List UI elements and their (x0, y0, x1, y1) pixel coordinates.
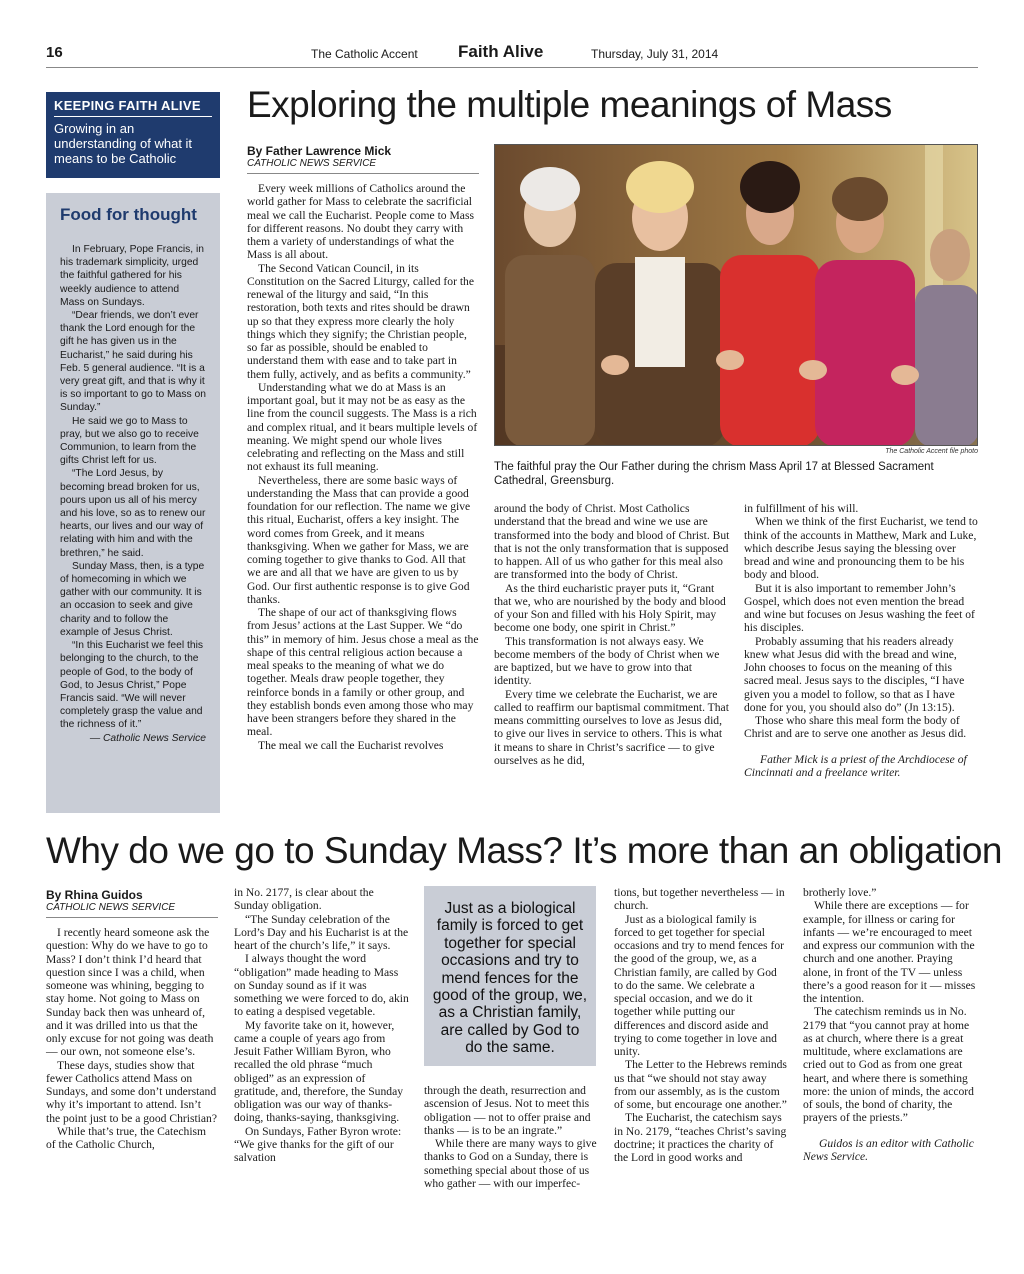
photo-credit: The Catholic Accent file photo (885, 448, 978, 455)
food-paragraph: In February, Pope Francis, in his trademark simplicity, urged the faithful gathered for his weekly audience to attend Mass on Sundays. (60, 244, 205, 308)
paragraph: On Sundays, Father Byron wrote: “We give thanks for the gift of our salvation (234, 1124, 402, 1164)
article1-byline (247, 144, 479, 174)
paragraph: through the death, resurrection and ascension of Jesus. Not to meet this obligation — not to offer praise and thanks — is to be an ingrate.” (424, 1084, 591, 1137)
keeping-faith-alive-box (46, 92, 220, 178)
byline-org: CATHOLIC NEWS SERVICE (247, 158, 377, 169)
paragraph: tions, but together nevertheless — in church. (614, 886, 785, 913)
food-for-thought-box (46, 193, 220, 813)
paragraph: Just as a biological family is forced to get together for special occasions and try to mend fences for the good of the group, we, as a Christian family, are called by God to do the same. We celebrate a special occasion, and we do it together while putting our differences and discord aside and trying to come together in love and unity. (614, 912, 784, 1058)
food-paragraph: “Dear friends, we don’t ever thank the Lord enough for the gift he has given us in the Eucharist,” he said during his Feb. 5 general audience. “It is a very great gift, and that is why it is so important to go to Mass on Sunday.” (60, 310, 206, 414)
paragraph: around the body of Christ. Most Catholics understand that the bread and wine we use are transformed into the body and blood of Christ. But that is not the only transformation that is supposed to happen. All of us who gather for this meal also are transformed into the body of Christ. (494, 502, 730, 582)
byline-name: By Rhina Guidos (46, 888, 143, 902)
paragraph: Every time we celebrate the Eucharist, we are called to reaffirm our baptismal commitment. That means committing ourselves to love as Jesus did, to give our lives in service to others. This is what it means to share in Christ’s sacrifice — to give ourselves as he did, (494, 687, 729, 767)
paragraph: The catechism reminds us in No. 2179 that “you cannot pray at home as at church, where there is a great multitude, where exclamations are cried out to God as from one great heart, and where there is something more: the union of minds, the accord of souls, the bond of charity, the prayers of the priests.” (803, 1005, 974, 1125)
pull-quote: Just as a biological family is forced to get together for special occasions and try to mend fences for the good of the group, we, as a Christian family, are called by God to do the same. (424, 886, 596, 1066)
article1-headline: Exploring the multiple meanings of Mass (247, 84, 892, 125)
paragraph: Nevertheless, there are some basic ways of understanding the Mass that can provide a good foundation for our reflection. The name we give this ritual, Eucharist, offers a key insight. The word comes from Greek, and it means thanksgiving. When we gather for Mass, we are coming together to give thanks to God. All that we are and all that we have are given to us by God. Our first authentic response is to give God thanks. (247, 473, 471, 606)
paragraph: in fulfillment of his will. (744, 502, 859, 515)
food-paragraph: He said we go to Mass to pray, but we also go to receive Communion, to learn from the gifts Christ left for us. (60, 415, 199, 467)
article1-column-1 (247, 182, 479, 752)
paragraph: This transformation is not always easy. We become members of the body of Christ when we are baptized, but we have to grow into that identity. (494, 634, 720, 688)
paragraph: Understanding what we do at Mass is an important goal, but it may not be as easy as the line from the council suggests. The Mass is a rich and complex ritual, and it bears multiple levels of meaning. We might spend our whole lives celebrating and reflecting on the Mass and still not exhaust its full meaning. (247, 380, 478, 474)
paragraph: While there are many ways to give thanks to God on a Sunday, there is something special about those of us who gather — with our imperfec- (424, 1137, 597, 1190)
article2-column-1 (46, 926, 218, 1151)
food-paragraph: “The Lord Jesus, by becoming bread broken for us, pours upon us all of his mercy and his love, so as to renew our hearts, our lives and our way of relating with him and with the brethren,” he said. (60, 468, 206, 559)
issue-date: Thursday, July 31, 2014 (591, 47, 719, 61)
paragraph: in No. 2177, is clear about the Sunday obligation. (234, 886, 374, 913)
article2-column-2 (234, 886, 410, 1164)
paragraph: I recently heard someone ask the question: Why do we have to go to Mass? I don’t think I’d heard that question since I was a child, when someone was whining, begging to stay home. Not going to Mass on Sunday back then was unheard of, and it was drilled into us that the only excuse for not going was death — our own, not someone else’s. (46, 926, 214, 1059)
paragraph: But it is also important to remember John’s Gospel, which does not even mention the bread and wine but focuses on Jesus washing the feet of his disciples. (744, 581, 975, 635)
paragraph: While that’s true, the Catechism of the Catholic Church, (46, 1124, 207, 1151)
paragraph: The Eucharist, the catechism says in No. 2179, “teaches Christ’s saving doctrine; it practices the charity of the Lord in good works and (614, 1111, 787, 1164)
paragraph: My favorite take on it, however, came a couple of years ago from Jesuit Father William Byron, who recalled the old phrase “much obliged” as an expression of gratitude, and, therefore, the Sunday obligation was our way of thanks-doing, thanks-saying, thanksgiving. (234, 1018, 404, 1125)
paragraph: The shape of our act of thanksgiving flows from Jesus’ actions at the Last Supper. We “do this” in memory of him. Jesus chose a meal as the shape of this central religious action because a meal speaks to the meaning of what we do together. Meals draw people together, they reinforce bonds in a family or other group, and they establish bonds even among those who may have been strangers before they shared in the meal. (247, 606, 479, 739)
food-credit: — Catholic News Service (89, 732, 206, 744)
article1-column-3 (744, 502, 978, 779)
article2-column-4 (614, 886, 788, 1164)
article2-byline (46, 888, 218, 918)
photo-illustration (495, 145, 978, 446)
publication-name: The Catholic Accent (311, 47, 418, 61)
paragraph: The Second Vatican Council, in its Constitution on the Sacred Liturgy, called for the renewal of the liturgy and said, “In this restoration, both texts and rites should be drawn up so that they express more clearly the holy things which they signify; the Christian people, so far as possible, should be enabled to understand them with ease and to take part in them fully, actively, and as befits a community.” (247, 261, 474, 381)
byline-org: CATHOLIC NEWS SERVICE (46, 902, 176, 913)
author-note: Father Mick is a priest of the Archdiocese of Cincinnati and a freelance writer. (744, 752, 967, 779)
kfa-title: KEEPING FAITH ALIVE (54, 98, 212, 117)
article1-column-2 (494, 502, 730, 767)
article2-column-5 (803, 886, 978, 1163)
paragraph: “The Sunday celebration of the Lord’s Day and his Eucharist is at the heart of the church’s life,” it says. (234, 912, 409, 952)
paragraph: Every week millions of Catholics around the world gather for Mass to celebrate the sacrificial meal we call the Eucharist. People come to Mass for different reasons. No doubt they carry with them a variety of understandings of what the Mass is all about. (247, 182, 474, 262)
page-header (46, 40, 978, 68)
photo-caption: The faithful pray the Our Father during the chrism Mass April 17 at Blessed Sacrament Cathedral, Greensburg. (494, 461, 934, 487)
article2-column-3 (424, 1084, 598, 1190)
author-note: Guidos is an editor with Catholic News Service. (803, 1136, 974, 1163)
paragraph: While there are exceptions — for example, for illness or caring for infants — we’re encouraged to meet and express our communion with the church and one another. Praying alone, in front of the TV — unless there’s a good reason for it — misses the intention. (803, 899, 976, 1005)
paragraph: I always thought the word “obligation” made heading to Mass on Sunday sound as if it was something we were forced to do, akin to eating a despised vegetable. (234, 952, 409, 1019)
paragraph: These days, studies show that fewer Catholics attend Mass on Sundays, and some don’t understand why it’s important to attend. Isn’t the point just to be a good Christian? (46, 1058, 217, 1125)
paragraph: The meal we call the Eucharist revolves (258, 738, 444, 752)
paragraph: When we think of the first Eucharist, we tend to think of the accounts in Matthew, Mark and Luke, which describe Jesus saying the blessing over bread and wine and pronouncing them to be his body and blood. (744, 515, 978, 582)
paragraph: The Letter to the Hebrews reminds us that “we should not stay away from our assembly, as is the custom of some, but encourage one another.” (614, 1058, 787, 1111)
food-title: Food for thought (60, 205, 197, 224)
food-paragraph: Sunday Mass, then, is a type of homecoming in which we gather with our community. It is an occasion to seek and give charity and to follow the example of Jesus Christ. (60, 560, 205, 638)
mass-photo (494, 144, 978, 446)
paragraph: As the third eucharistic prayer puts it, “Grant that we, who are nourished by the body and blood of your Son and filled with his Holy Spirit, may become one body, one spirit in Christ.” (494, 581, 726, 635)
page-number: 16 (46, 44, 63, 61)
food-paragraph: “In this Eucharist we feel this belonging to the church, to the people of God, to the body of God, to Jesus Christ,” Pope Francis said. “We will never completely grasp the value and the richness of it.” (60, 640, 204, 731)
byline-name: By Father Lawrence Mick (247, 144, 392, 158)
paragraph: brotherly love.” (803, 886, 877, 899)
kfa-subtitle: Growing in an understanding of what it means to be Catholic (54, 121, 193, 166)
paragraph: Probably assuming that his readers already knew what Jesus did with the bread and wine, John chooses to focus on the meaning of this sacred meal. Jesus says to the disciples, “I have given you a model to follow, so that as I have done for you, you should also do” (Jn 13:15). (744, 634, 965, 714)
paragraph: Those who share this meal form the body of Christ and are to serve one another as Jesus did. (744, 714, 967, 741)
section-title: Faith Alive (458, 42, 544, 61)
article2-headline: Why do we go to Sunday Mass? It’s more than an obligation (46, 830, 1002, 871)
